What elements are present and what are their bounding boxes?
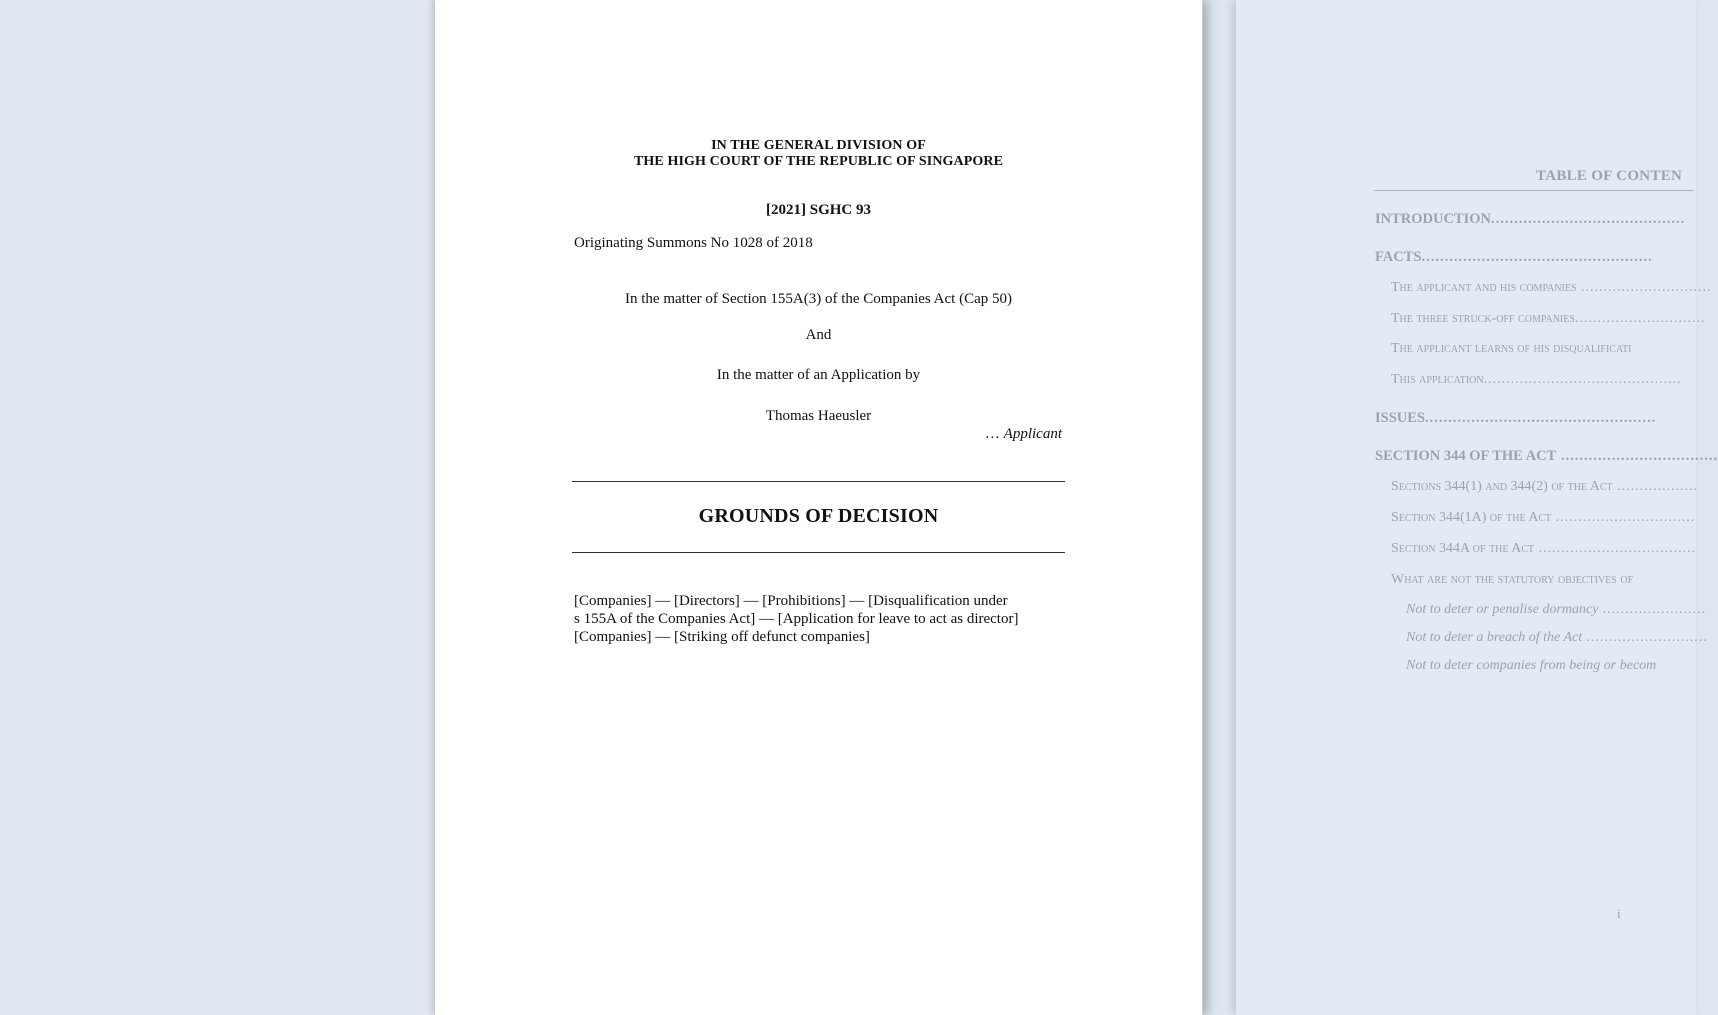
toc-entry[interactable]: FACTS.................................................. [1375,249,1653,265]
toc-entry[interactable]: INTRODUCTION.......................................... [1375,211,1686,227]
applicant-prefix: … [984,426,1004,442]
toc-divider [1374,190,1694,191]
catchword-line: [Companies] — [Directors] — [Prohibitions] — [Disqualification under [574,593,1008,609]
document-page-1 [435,0,1202,1015]
toc-entry[interactable]: Section 344A of the Act ................................... [1391,541,1697,556]
page-number: i [1617,906,1621,921]
matter-application: In the matter of an Application by [716,367,921,383]
catchword-line: [Companies] — [Striking off defunct companies] [574,629,870,645]
toc-entry[interactable]: SECTION 344 OF THE ACT .................................. [1375,448,1718,464]
applicant-role [985,426,1062,443]
court-name-line-1: IN THE GENERAL DIVISION OF [711,138,926,153]
toc-entry[interactable]: Not to deter or penalise dormancy ....................... [1406,602,1707,617]
toc-entry[interactable]: The three struck-off companies............................. [1391,311,1706,326]
originating-summons: Originating Summons No 1028 of 2018 [574,235,813,251]
applicant-label: Applicant [1003,426,1062,442]
grounds-heading: GROUNDS OF DECISION [698,505,939,527]
divider-bottom [572,552,1065,553]
toc-entry[interactable]: The applicant and his companies ............................. [1391,280,1712,295]
case-citation: [2021] SGHC 93 [766,202,871,218]
document-page-2 [1236,0,1718,1015]
toc-entry[interactable]: Section 344(1A) of the Act ............................... [1391,510,1696,525]
and-connector: And [805,327,832,343]
toc-entry[interactable]: Sections 344(1) and 344(2) of the Act .................. [1391,479,1699,494]
divider-top [572,481,1065,482]
toc-entry[interactable]: This application............................................ [1391,372,1682,387]
toc-entry[interactable]: The applicant learns of his disqualificati [1391,341,1632,356]
court-name-line-2: THE HIGH COURT OF THE REPUBLIC OF SINGAPORE [633,154,1004,169]
toc-entry[interactable]: Not to deter companies from being or becom [1406,658,1657,673]
catchwords [574,592,1054,646]
toc-title: TABLE OF CONTEN [1536,168,1683,184]
party-name: Thomas Haeusler [765,408,872,424]
matter-statute: In the matter of Section 155A(3) of the Companies Act (Cap 50) [625,291,1012,307]
toc-entry[interactable]: ISSUES.................................................. [1375,410,1657,426]
toc-entry[interactable]: Not to deter a breach of the Act ........................... [1406,630,1709,645]
catchword-line: s 155A of the Companies Act] — [Application for leave to act as director] [574,611,1019,627]
toc-entry[interactable]: What are not the statutory objectives of [1391,572,1634,587]
